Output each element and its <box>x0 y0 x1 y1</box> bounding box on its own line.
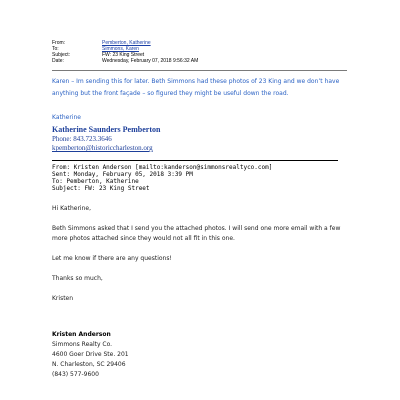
subject-value: FW: 23 King Street <box>102 52 145 58</box>
email-header <box>52 40 198 64</box>
signature-email-link[interactable]: kpemberton@historiccharleston.org <box>52 144 153 152</box>
sender-signature <box>52 330 352 380</box>
message-body-line-1: Beth Simmons asked that I send you the attached photos. I will send one more email with a few <box>52 225 341 232</box>
intro-message <box>52 76 352 124</box>
message-greeting: Hi Katherine, <box>52 205 91 212</box>
message-body-line-2: more photos attached since they would not all fit in this one. <box>52 235 235 242</box>
sender-street: 4600 Goer Drive Ste. 201 <box>52 351 129 358</box>
message-name: Kristen <box>52 295 74 302</box>
signature-phone: Phone: 843.723.3646 <box>52 135 112 143</box>
date-label: Date: <box>52 58 64 64</box>
signature-name: Katherine Saunders Pemberton <box>52 125 161 134</box>
forward-separator <box>52 160 338 161</box>
sender-name: Kristen Anderson <box>52 331 111 338</box>
date-value: Wednesday, February 07, 2018 9:56:32 AM <box>102 58 199 64</box>
sender-phone: (843) 577-9600 <box>52 371 99 378</box>
intro-line-1: Karen – Im sending this for later. Beth Simmons had these photos of 23 King and we don’t have <box>52 78 340 85</box>
from-label: From: <box>52 40 66 46</box>
forwarded-header <box>52 164 272 192</box>
forwarded-subject: Subject: FW: 23 King Street <box>52 185 150 192</box>
to-label: To: <box>52 46 59 52</box>
message-body-3: Let me know if there are any questions! <box>52 255 172 262</box>
message-body-1 <box>52 224 352 244</box>
header-date-row <box>52 58 198 64</box>
intro-signoff: Katherine <box>52 114 81 121</box>
forwarded-from: From: Kristen Anderson [mailto:kanderson@simmonsrealtyco.com] <box>52 164 273 171</box>
subject-label: Subject: <box>52 52 71 58</box>
sender-city: N. Charleston, SC 29406 <box>52 361 126 368</box>
header-divider <box>52 70 347 71</box>
intro-line-2: anything but the front façade – so figured they might be useful down the road. <box>52 90 289 97</box>
forwarded-sent: Sent: Monday, February 05, 2018 3:39 PM <box>52 171 193 178</box>
message-thanks: Thanks so much, <box>52 275 103 282</box>
to-value[interactable]: Simmons, Karen <box>102 46 139 52</box>
sender-company: Simmons Realty Co. <box>52 341 113 348</box>
from-value[interactable]: Pemberton, Katherine <box>102 40 151 46</box>
forwarded-to: To: Pemberton, Katherine <box>52 178 139 185</box>
